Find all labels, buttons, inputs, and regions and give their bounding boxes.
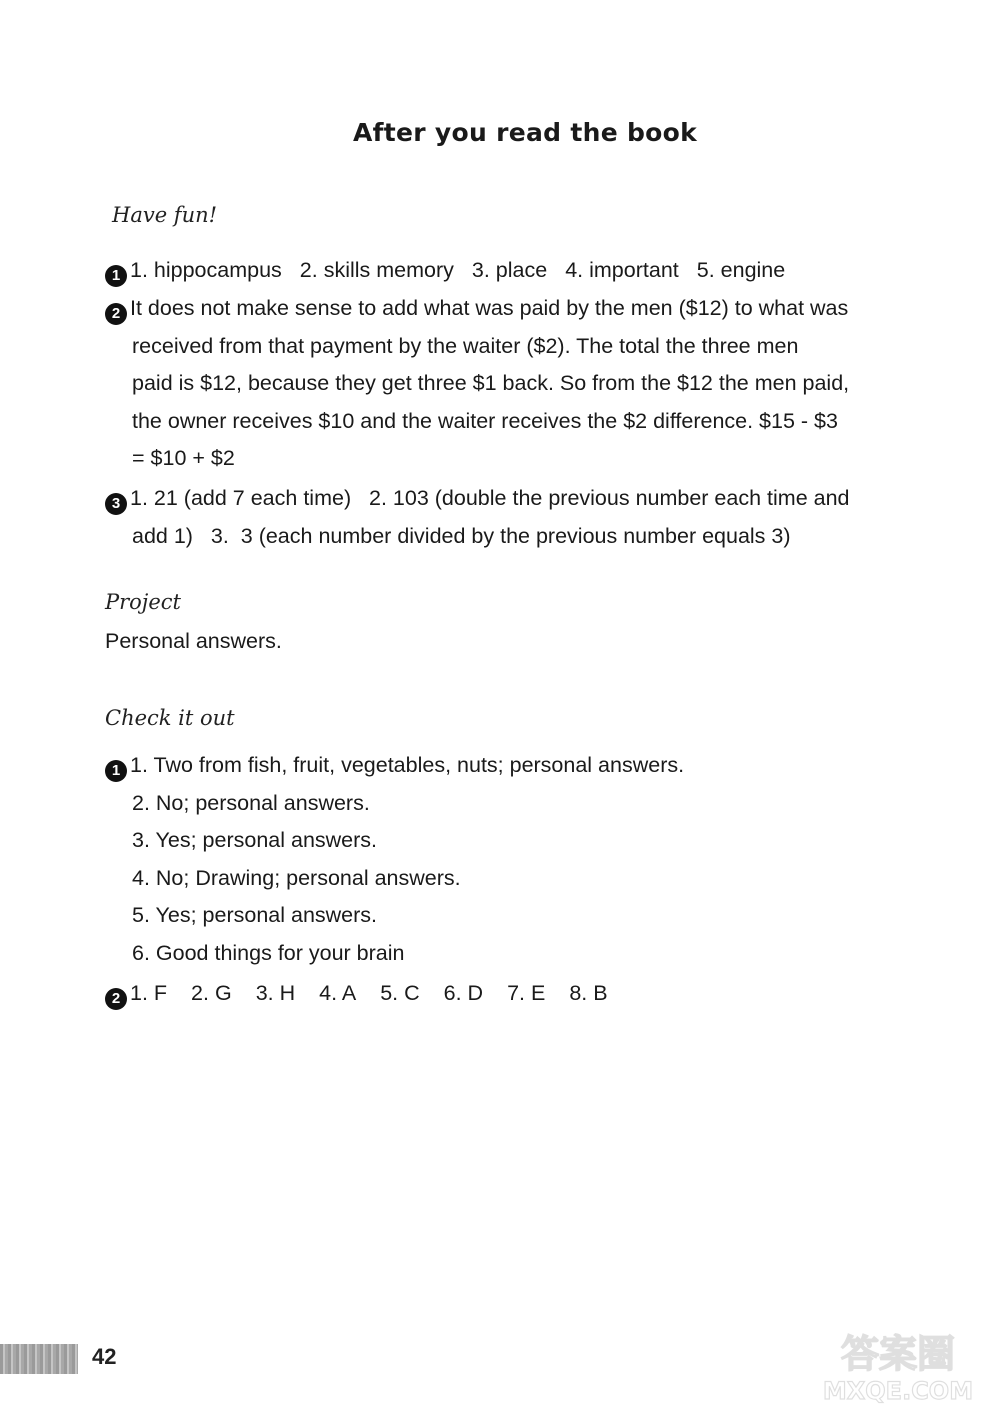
answer-line: It does not make sense to add what was paid by the men ($12) to what was: [130, 296, 849, 320]
answer-item: 3. place: [471, 258, 548, 282]
answer-item: 5. C: [380, 981, 420, 1005]
answer-line: paid is $12, because they get three $1 back. So from the $12 the men paid,: [132, 371, 850, 395]
section-heading-project: Project: [105, 590, 181, 614]
answer-item: 4. A: [319, 981, 357, 1005]
answer-line: the owner receives $10 and the waiter receives the $2 difference. $15 - $3: [132, 408, 838, 433]
answer-item: 8. B: [569, 981, 608, 1005]
answer-line: received from that payment by the waiter ($2). The total the three men: [132, 333, 799, 358]
have-fun-question-1: [105, 252, 785, 290]
answer-line: 3. Yes; personal answers.: [132, 828, 378, 852]
check-it-out-question-1: [105, 747, 684, 972]
footer-decoration-bar: [0, 1344, 78, 1374]
question-number-marker: 3: [105, 493, 127, 515]
page-number: 42: [92, 1344, 117, 1369]
watermark-logo: [800, 1325, 995, 1405]
have-fun-question-3: [105, 480, 850, 555]
answer-item: 4. important: [565, 258, 679, 282]
answer-item: 1. F: [130, 981, 168, 1005]
answer-line: 5. Yes; personal answers.: [132, 903, 378, 927]
section-heading-have-fun: Have fun!: [112, 203, 218, 227]
answer-line: add 1) 3. 3 (each number divided by the previous number equals 3): [132, 523, 791, 548]
answer-item: 3. H: [255, 981, 296, 1005]
answer-item: 1. hippocampus: [130, 258, 282, 282]
answer-item: 6. D: [443, 981, 484, 1005]
answer-item: 2. skills memory: [299, 258, 454, 282]
answer-line: 2. No; personal answers.: [132, 790, 370, 815]
answer-item: 7. E: [507, 981, 546, 1005]
have-fun-question-2: [105, 290, 849, 478]
answer-line: 6. Good things for your brain: [132, 940, 405, 965]
question-number-marker: 2: [105, 303, 127, 325]
check-it-out-question-2: [105, 975, 608, 1013]
question-number-marker: 1: [105, 265, 127, 287]
answer-line: 4. No; Drawing; personal answers.: [132, 865, 461, 890]
question-number-marker: 2: [105, 988, 127, 1010]
answer-line: 1. Two from fish, fruit, vegetables, nuts; personal answers.: [130, 753, 685, 777]
answer-line: 1. 21 (add 7 each time) 2. 103 (double the previous number each time and: [130, 486, 850, 510]
question-number-marker: 1: [105, 760, 127, 782]
project-answer: Personal answers.: [105, 629, 282, 653]
watermark-logo-text: 答案圈: [840, 1332, 956, 1376]
answer-line: = $10 + $2: [132, 446, 235, 470]
watermark-url: MXQE.COM: [822, 1377, 974, 1405]
answer-item: 2. G: [191, 981, 232, 1005]
section-heading-check-it-out: Check it out: [105, 706, 235, 730]
answer-item: 5. engine: [696, 258, 786, 282]
page-title: After you read the book: [352, 118, 698, 147]
